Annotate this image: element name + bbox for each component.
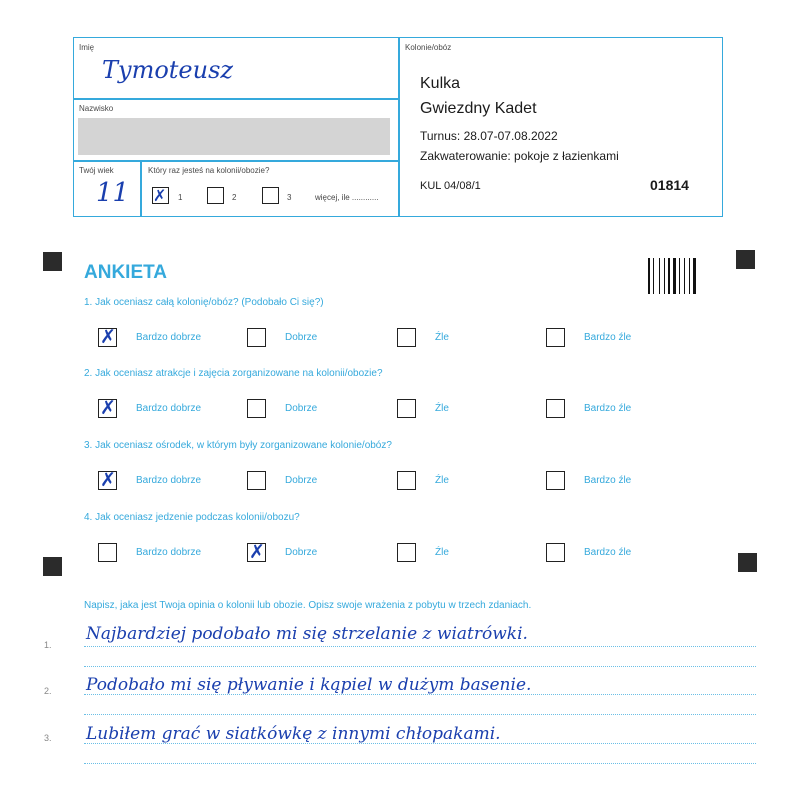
opinion-answer-2[interactable]: Podobało mi się pływanie i kąpiel w dużym basenie. bbox=[86, 675, 532, 695]
question-2-option-3[interactable] bbox=[397, 399, 537, 419]
alignment-marker-bottom-left bbox=[43, 557, 62, 576]
rating-checkbox[interactable] bbox=[397, 328, 416, 347]
question-3-option-3[interactable] bbox=[397, 471, 537, 491]
camp-number: 01814 bbox=[650, 177, 689, 193]
barcode-bar bbox=[679, 258, 680, 294]
rating-checkbox[interactable] bbox=[546, 543, 565, 562]
writing-line bbox=[84, 743, 756, 744]
writing-line bbox=[84, 666, 756, 667]
rating-option-label: Bardzo źle bbox=[584, 547, 632, 558]
writing-line bbox=[84, 694, 756, 695]
barcode-bar bbox=[651, 258, 652, 294]
question-3: 3. Jak oceniasz ośrodek, w którym były zorganizowane kolonie/obóz? bbox=[84, 440, 392, 451]
times-checkbox-2[interactable] bbox=[207, 187, 224, 204]
question-1-option-2[interactable] bbox=[247, 328, 387, 348]
line-number-1: 1. bbox=[44, 640, 52, 650]
rating-checkbox[interactable] bbox=[397, 543, 416, 562]
rating-checkbox[interactable] bbox=[546, 471, 565, 490]
check-mark-icon: ✗ bbox=[249, 541, 265, 563]
barcode-bar bbox=[689, 258, 690, 294]
rating-option-label: Bardzo dobrze bbox=[136, 332, 202, 343]
camp-line-1: Kulka bbox=[420, 75, 461, 92]
barcode-bar bbox=[691, 258, 692, 294]
barcode-bar bbox=[681, 258, 683, 294]
accommodation-text: Zakwaterowanie: pokoje z łazienkami bbox=[420, 149, 619, 163]
barcode-bar bbox=[659, 258, 660, 294]
question-1-option-3[interactable] bbox=[397, 328, 537, 348]
barcode-bar bbox=[661, 258, 663, 294]
barcode-bar bbox=[655, 258, 658, 294]
times-option-3: 3 bbox=[287, 193, 292, 202]
header-divider-2 bbox=[74, 160, 398, 162]
barcode-icon bbox=[648, 258, 700, 294]
rating-option-label: Źle bbox=[435, 475, 449, 486]
times-checkbox-3[interactable] bbox=[262, 187, 279, 204]
question-4-option-1[interactable] bbox=[98, 543, 238, 563]
barcode-bar bbox=[677, 258, 678, 294]
writing-line bbox=[84, 714, 756, 715]
surname-label: Nazwisko bbox=[79, 104, 114, 113]
rating-option-label: Źle bbox=[435, 332, 449, 343]
age-field[interactable]: 11 bbox=[96, 178, 130, 208]
barcode-bar bbox=[673, 258, 676, 294]
header-divider-age bbox=[140, 160, 142, 216]
line-number-3: 3. bbox=[44, 733, 52, 743]
times-checkbox-1[interactable] bbox=[152, 187, 169, 204]
barcode-bar bbox=[684, 258, 685, 294]
question-4-option-3[interactable] bbox=[397, 543, 537, 563]
rating-checkbox[interactable] bbox=[397, 471, 416, 490]
rating-option-label: Dobrze bbox=[285, 403, 318, 414]
barcode-bar bbox=[668, 258, 670, 294]
question-2-option-2[interactable] bbox=[247, 399, 387, 419]
survey-title: ANKIETA bbox=[84, 262, 168, 283]
camp-line-2: Gwiezdny Kadet bbox=[420, 100, 537, 117]
question-2-option-4[interactable] bbox=[546, 399, 686, 419]
rating-checkbox[interactable] bbox=[98, 328, 117, 347]
times-more-field[interactable]: więcej, ile ............ bbox=[315, 193, 379, 202]
rating-option-label: Źle bbox=[435, 547, 449, 558]
camp-code: KUL 04/08/1 bbox=[420, 180, 481, 192]
rating-option-label: Dobrze bbox=[285, 475, 318, 486]
question-4: 4. Jak oceniasz jedzenie podczas kolonii/obozu? bbox=[84, 512, 300, 523]
camp-label: Kolonie/obóz bbox=[405, 43, 452, 52]
check-mark-icon: ✗ bbox=[100, 326, 116, 348]
times-option-2: 2 bbox=[232, 193, 237, 202]
barcode-bar bbox=[693, 258, 696, 294]
name-field[interactable]: Tymoteusz bbox=[102, 56, 234, 84]
rating-checkbox[interactable] bbox=[98, 543, 117, 562]
opinion-prompt: Napisz, jaka jest Twoja opinia o kolonii lub obozie. Opisz swoje wrażenia z pobytu w trzech zdaniach. bbox=[84, 600, 532, 611]
rating-checkbox[interactable] bbox=[546, 328, 565, 347]
barcode-bar bbox=[666, 258, 667, 294]
rating-checkbox[interactable] bbox=[397, 399, 416, 418]
times-label: Który raz jesteś na kolonii/obozie? bbox=[148, 166, 270, 175]
rating-option-label: Źle bbox=[435, 403, 449, 414]
question-2-option-1[interactable] bbox=[98, 399, 238, 419]
opinion-answer-3[interactable]: Lubiłem grać w siatkówkę z innymi chłopakami. bbox=[86, 724, 501, 744]
rating-option-label: Bardzo dobrze bbox=[136, 547, 202, 558]
question-3-option-4[interactable] bbox=[546, 471, 686, 491]
barcode-bar bbox=[648, 258, 650, 294]
writing-line bbox=[84, 763, 756, 764]
barcode-bar bbox=[653, 258, 654, 294]
barcode-bar bbox=[697, 258, 698, 294]
question-2: 2. Jak oceniasz atrakcje i zajęcia zorganizowane na kolonii/obozie? bbox=[84, 368, 383, 379]
line-number-2: 2. bbox=[44, 686, 52, 696]
rating-option-label: Bardzo źle bbox=[584, 403, 632, 414]
opinion-answer-1[interactable]: Najbardziej podobało mi się strzelanie z wiatrówki. bbox=[86, 624, 528, 644]
check-mark-icon: ✗ bbox=[100, 397, 116, 419]
rating-checkbox[interactable] bbox=[247, 399, 266, 418]
participant-header bbox=[73, 37, 723, 217]
surname-field-redacted[interactable] bbox=[78, 118, 390, 155]
question-3-option-1[interactable] bbox=[98, 471, 238, 491]
question-1: 1. Jak oceniasz całą kolonię/obóz? (Podobało Ci się?) bbox=[84, 297, 324, 308]
alignment-marker-top-left bbox=[43, 252, 62, 271]
rating-checkbox[interactable] bbox=[247, 328, 266, 347]
rating-checkbox[interactable] bbox=[247, 471, 266, 490]
alignment-marker-bottom-right bbox=[738, 553, 757, 572]
question-4-option-2[interactable] bbox=[247, 543, 387, 563]
writing-line bbox=[84, 646, 756, 647]
rating-option-label: Bardzo źle bbox=[584, 475, 632, 486]
rating-option-label: Dobrze bbox=[285, 547, 318, 558]
question-4-option-4[interactable] bbox=[546, 543, 686, 563]
check-mark-icon: ✗ bbox=[153, 186, 167, 205]
rating-checkbox[interactable] bbox=[98, 471, 117, 490]
header-divider-vertical bbox=[398, 38, 400, 216]
rating-option-label: Dobrze bbox=[285, 332, 318, 343]
question-1-option-4[interactable] bbox=[546, 328, 686, 348]
barcode-bar bbox=[671, 258, 672, 294]
check-mark-icon: ✗ bbox=[100, 469, 116, 491]
alignment-marker-top-right bbox=[736, 250, 755, 269]
name-label: Imię bbox=[79, 43, 95, 52]
rating-option-label: Bardzo źle bbox=[584, 332, 632, 343]
age-label: Twój wiek bbox=[79, 166, 114, 175]
rating-checkbox[interactable] bbox=[247, 543, 266, 562]
question-3-option-2[interactable] bbox=[247, 471, 387, 491]
header-divider-1 bbox=[74, 98, 398, 100]
question-1-option-1[interactable] bbox=[98, 328, 238, 348]
rating-option-label: Bardzo dobrze bbox=[136, 475, 202, 486]
rating-checkbox[interactable] bbox=[98, 399, 117, 418]
rating-checkbox[interactable] bbox=[546, 399, 565, 418]
turnus-text: Turnus: 28.07-07.08.2022 bbox=[420, 129, 558, 143]
barcode-bar bbox=[686, 258, 688, 294]
barcode-bar bbox=[664, 258, 665, 294]
rating-option-label: Bardzo dobrze bbox=[136, 403, 202, 414]
times-option-1: 1 bbox=[178, 193, 183, 202]
